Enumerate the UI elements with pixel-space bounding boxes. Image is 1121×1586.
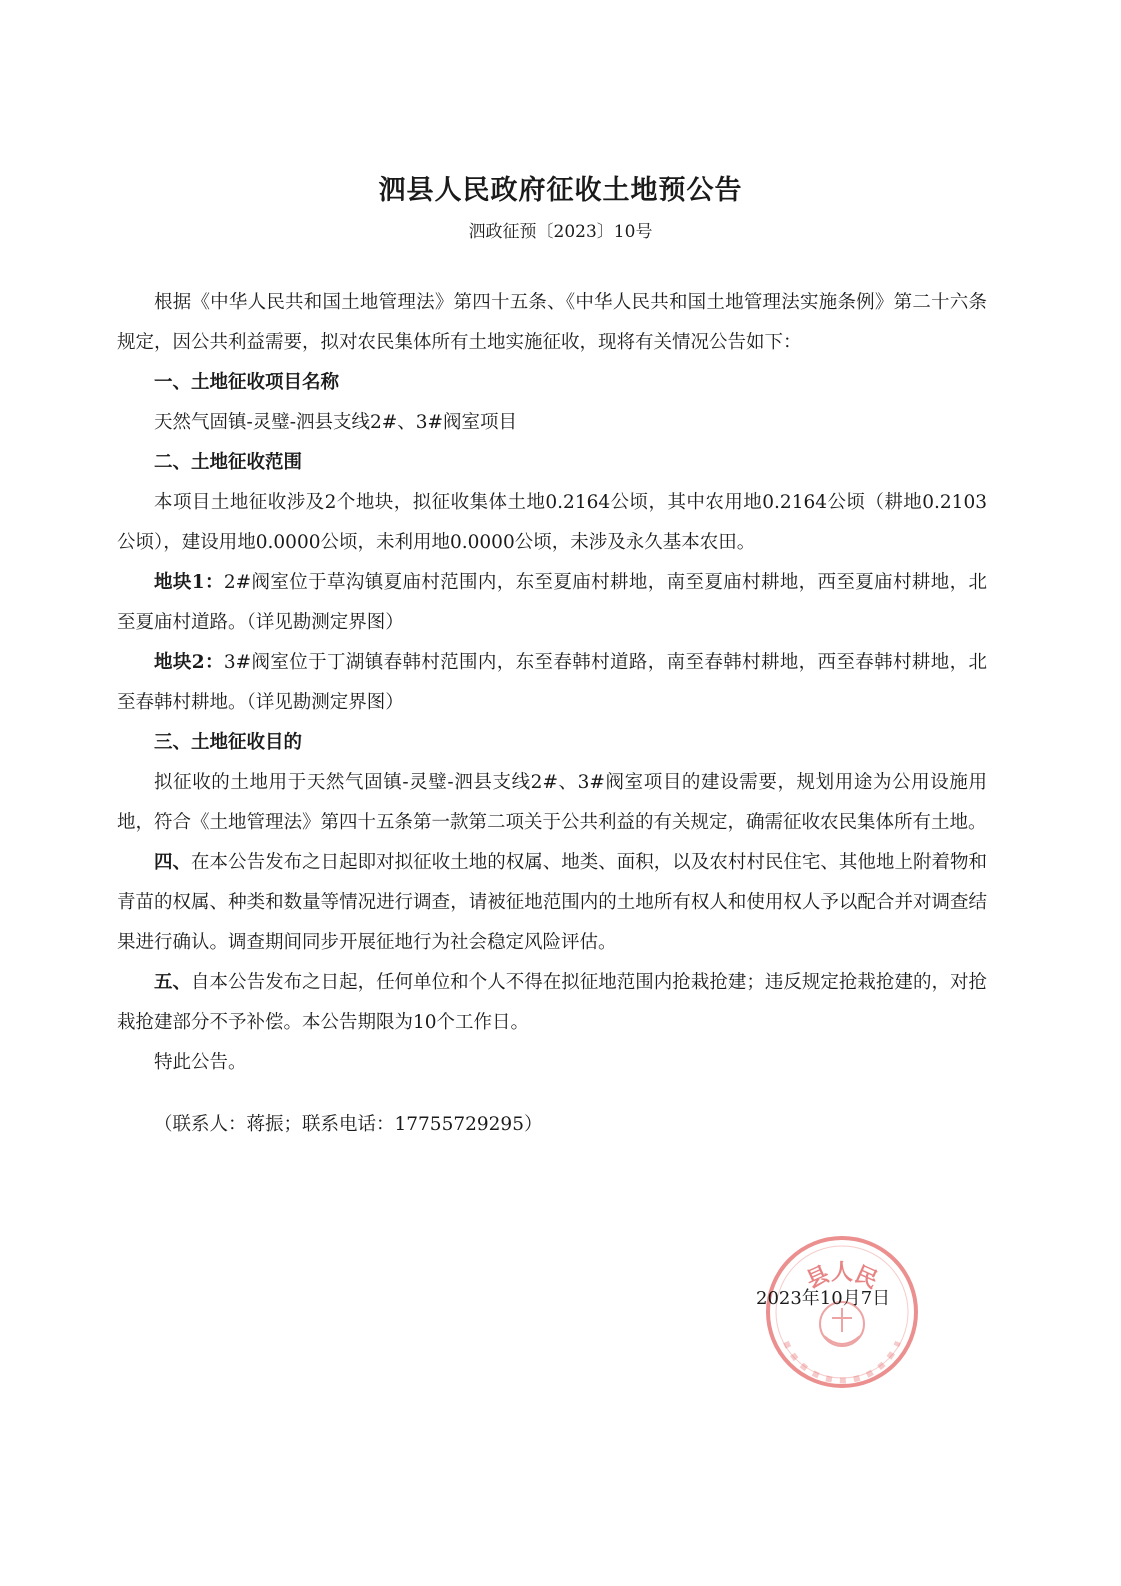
section1-text: 天然气固镇-灵璧-泗县支线2#、3#阀室项目 bbox=[154, 412, 518, 433]
plot2-paragraph bbox=[117, 643, 987, 723]
section5-paragraph bbox=[117, 963, 987, 1043]
section5-text: 自本公告发布之日起，任何单位和个人不得在拟征地范围内抢栽抢建；违反规定抢栽抢建的，对抢栽抢建部分不予补偿。本公告期限为10个工作日。 bbox=[117, 972, 987, 1033]
section2-text: 本项目土地征收涉及2个地块，拟征收集体土地0.2164公顷，其中农用地0.2164公顷（耕地0.2103公顷），建设用地0.0000公顷，未利用地0.0000公顷，未涉及永久基本农田。 bbox=[117, 492, 987, 553]
plot1-label: 地块1： bbox=[154, 572, 224, 593]
issue-date: 2023年10月7日 bbox=[756, 1288, 891, 1309]
page-title: 泗县人民政府征收土地预公告 bbox=[378, 175, 743, 206]
section3-text: 拟征收的土地用于天然气固镇-灵璧-泗县支线2#、3#阀室项目的建设需要，规划用途为公用设施用地，符合《土地管理法》第四十五条第一款第二项关于公共利益的有关规定，确需征收农民集体所有土地。 bbox=[117, 772, 987, 833]
document-body bbox=[117, 283, 987, 1145]
plot1-text: 2#阀室位于草沟镇夏庙村范围内，东至夏庙村耕地，南至夏庙村耕地，西至夏庙村耕地，北至夏庙村道路。（详见勘测定界图） bbox=[117, 572, 988, 633]
official-seal-icon bbox=[762, 1232, 922, 1392]
document-number: 泗政征预〔2023〕10号 bbox=[468, 222, 653, 242]
section4-label: 四、 bbox=[154, 852, 192, 873]
intro-paragraph: 根据《中华人民共和国土地管理法》第四十五条、《中华人民共和国土地管理法实施条例》第二十六条规定，因公共利益需要，拟对农民集体所有土地实施征收，现将有关情况公告如下： bbox=[117, 292, 987, 353]
section1-heading: 一、土地征收项目名称 bbox=[154, 372, 340, 393]
closing-text: 特此公告。 bbox=[154, 1052, 247, 1073]
section4-text: 在本公告发布之日起即对拟征收土地的权属、地类、面积，以及农村村民住宅、其他地上附着物和青苗的权属、种类和数量等情况进行调查，请被征地范围内的土地所有权人和使用权人予以配合并对调查结果进行确认。调查期间同步开展征地行为社会稳定风险评估。 bbox=[117, 852, 987, 953]
seal-text: 县人民 bbox=[802, 1259, 882, 1294]
section5-label: 五、 bbox=[154, 972, 192, 993]
plot2-label: 地块2： bbox=[154, 652, 224, 673]
section4-paragraph bbox=[117, 843, 987, 963]
plot2-text: 3#阀室位于丁湖镇春韩村范围内，东至春韩村道路，南至春韩村耕地，西至春韩村耕地，北至春韩村耕地。（详见勘测定界图） bbox=[117, 652, 988, 713]
section2-heading: 二、土地征收范围 bbox=[154, 452, 303, 473]
plot1-paragraph bbox=[117, 563, 987, 643]
section3-heading: 三、土地征收目的 bbox=[154, 732, 303, 753]
contact-info: （联系人：蒋振；联系电话：17755729295） bbox=[154, 1114, 543, 1135]
